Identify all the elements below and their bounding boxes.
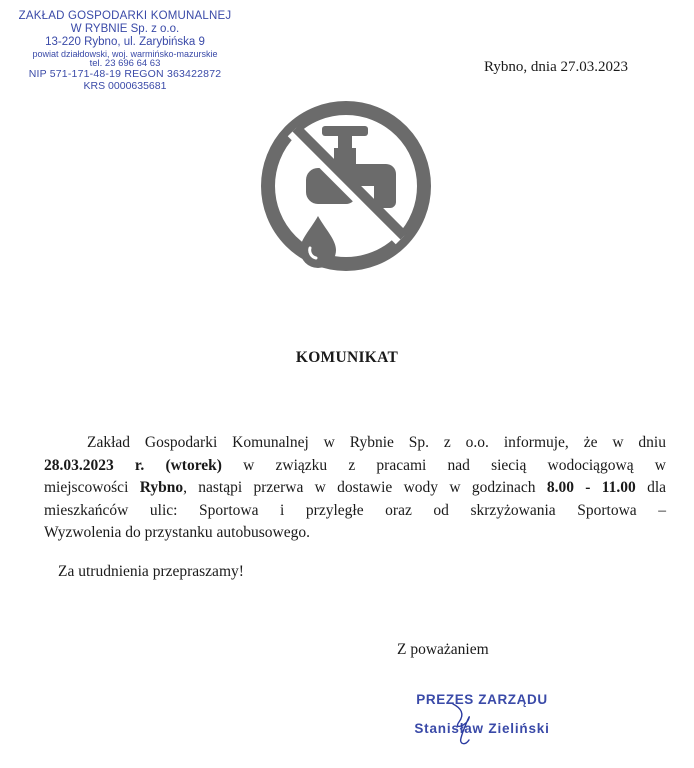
body-text-line-4: mieszkańców ulic: Sportowa i przyległe oraz od skrzyżowania Sportowa –	[44, 501, 666, 519]
body-line	[44, 455, 666, 478]
stamp-district: powiat działdowski, woj. warmińsko-mazurskie	[32, 48, 218, 59]
body-text-line-3b: , nastąpi przerwa w dostawie wody w godzinach	[183, 479, 547, 497]
body-text-line-5: Wyzwolenia do przystanku autobusowego.	[44, 524, 310, 542]
stamp-address: 13-220 Rybno, ul. Zarybińska 9	[45, 35, 205, 48]
handwritten-signature	[447, 700, 477, 748]
apology-text: Za utrudnienia przepraszamy!	[58, 563, 244, 580]
stamp-company-name: ZAKŁAD GOSPODARKI KOMUNALNEJ	[18, 10, 232, 22]
announcement-title: KOMUNIKAT	[295, 349, 399, 366]
stamp-phone: tel. 23 696 64 63	[89, 57, 161, 69]
body-text-line-1: Zakład Gospodarki Komunalnej w Rybnie Sp. z o.o. informuje, że w dniu	[87, 434, 666, 451]
body-line	[44, 432, 666, 455]
body-text-line-3a: miejscowości	[44, 479, 140, 497]
body-text-line-2: w związku z pracami nad siecią wodociągową w	[221, 456, 666, 474]
body-line	[44, 500, 666, 523]
no-water-tap-icon	[258, 98, 434, 274]
signature-stamp	[392, 692, 572, 736]
body-line	[44, 522, 666, 545]
stamp-krs: KRS 0000635681	[83, 80, 167, 93]
announcement-body	[44, 432, 666, 545]
body-text-line-3c: dla	[635, 479, 667, 497]
stamp-tax-ids: NIP 571-171-48-19 REGON 363422872	[28, 68, 222, 81]
stamp-company-location: W RYBNIE Sp. z o.o.	[70, 22, 180, 35]
document-date: Rybno, dnia 27.03.2023	[484, 59, 628, 75]
outage-hours: 8.00 - 11.00	[546, 479, 636, 497]
signer-name: Stanisław Zieliński	[414, 721, 550, 736]
outage-date: 28.03.2023 r. (wtorek)	[44, 456, 222, 474]
signer-role: PREZES ZARZĄDU	[416, 692, 548, 707]
body-line	[44, 477, 666, 500]
company-stamp	[14, 10, 236, 93]
regards-text: Z poważaniem	[397, 641, 489, 658]
outage-place: Rybno	[139, 479, 184, 497]
